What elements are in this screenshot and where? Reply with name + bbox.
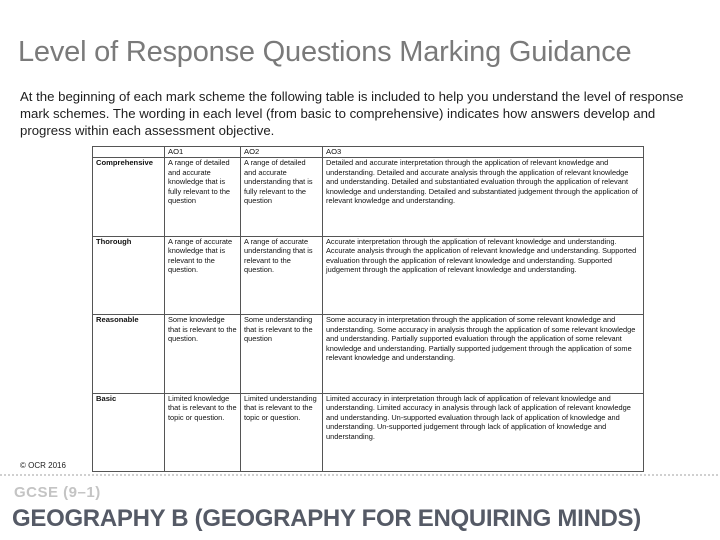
- footer-divider: [0, 474, 720, 476]
- ao3-cell: Some accuracy in interpretation through the application of some relevant knowledge and understanding. Some accuracy in analysis through the application of some relevant knowledge and understanding. Partially supported evaluation through the application of some relevant knowledge and understanding. Partially supported judgement through the application of some relevant knowledge and understanding.: [323, 315, 644, 394]
- copyright-notice: © OCR 2016: [20, 461, 66, 470]
- ao1-cell: Limited knowledge that is relevant to the topic or question.: [165, 393, 241, 472]
- table-row: [93, 158, 644, 237]
- mark-scheme-table: [92, 146, 644, 472]
- table-header-row: [93, 147, 644, 158]
- table-row: [93, 393, 644, 472]
- ao1-cell: A range of detailed and accurate knowledge that is fully relevant to the question: [165, 158, 241, 237]
- level-label: Comprehensive: [93, 158, 165, 237]
- ao2-cell: Limited understanding that is relevant to the topic or question.: [241, 393, 323, 472]
- ao2-cell: Some understanding that is relevant to the question: [241, 315, 323, 394]
- footer-qualification: GCSE (9–1): [14, 484, 101, 501]
- level-label: Basic: [93, 393, 165, 472]
- ao1-cell: Some knowledge that is relevant to the question.: [165, 315, 241, 394]
- header-ao1: AO1: [165, 147, 241, 158]
- table-row: [93, 236, 644, 315]
- footer-subject-title: GEOGRAPHY B (GEOGRAPHY FOR ENQUIRING MINDS): [12, 505, 641, 532]
- header-ao2: AO2: [241, 147, 323, 158]
- table-row: [93, 315, 644, 394]
- header-ao3: AO3: [323, 147, 644, 158]
- ao3-cell: Detailed and accurate interpretation through the application of relevant knowledge and understanding. Detailed and accurate analysis through the application of relevant knowledge and understanding. Detailed and substantiated evaluation through the application of relevant knowledge and understanding. Detailed and substantiated judgement through the application of relevant knowledge and understanding.: [323, 158, 644, 237]
- page-title: Level of Response Questions Marking Guidance: [18, 36, 632, 68]
- ao2-cell: A range of detailed and accurate understanding that is fully relevant to the question: [241, 158, 323, 237]
- intro-paragraph: At the beginning of each mark scheme the following table is included to help you understand the level of response mark schemes. The wording in each level (from basic to comprehensive) indicates how answers develop and progress within each assessment objective.: [20, 89, 684, 139]
- ao3-cell: Accurate interpretation through the application of relevant knowledge and understanding. Accurate analysis through the application of relevant knowledge and understanding. Supported evaluation through the application of relevant knowledge and understanding. Supported judgement through the application of relevant knowledge and understanding.: [323, 236, 644, 315]
- ao2-cell: A range of accurate understanding that is relevant to the question.: [241, 236, 323, 315]
- ao1-cell: A range of accurate knowledge that is relevant to the question.: [165, 236, 241, 315]
- level-label: Reasonable: [93, 315, 165, 394]
- ao3-cell: Limited accuracy in interpretation through lack of application of relevant knowledge and understanding. Limited accuracy in analysis through lack of application of relevant knowledge and understanding. Un-supported evaluation through lack of application of knowledge and understanding. Un-supported judgement through lack of application of knowledge and understanding.: [323, 393, 644, 472]
- header-level: [93, 147, 165, 158]
- level-label: Thorough: [93, 236, 165, 315]
